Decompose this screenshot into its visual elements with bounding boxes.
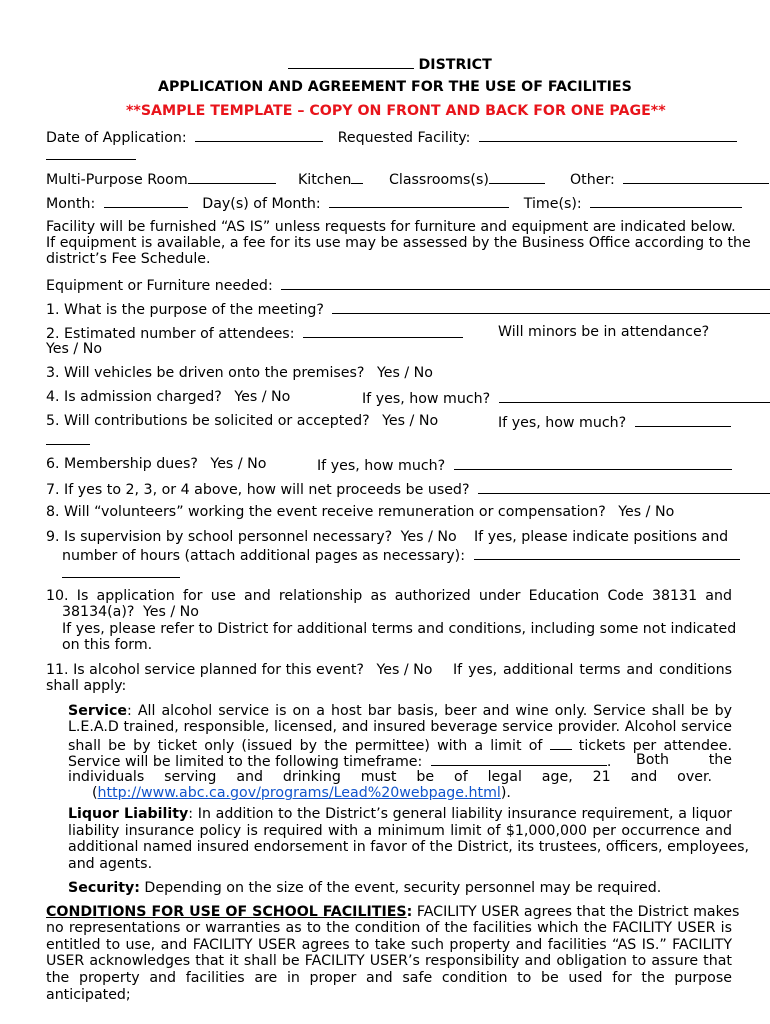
service-link-open-paren: ( (92, 785, 98, 801)
question-6-label: 6. Membership dues? (46, 456, 198, 472)
kitchen-option[interactable] (298, 170, 363, 189)
requested-facility-label: Requested Facility: (337, 130, 471, 146)
days-of-month-field[interactable] (329, 194, 509, 208)
district-heading (288, 55, 492, 74)
question-4-amount-field[interactable] (499, 389, 770, 403)
month-label: Month: (46, 196, 96, 212)
question-10-code-label: 38134(a)? (62, 604, 135, 620)
question-9-hours (62, 546, 740, 565)
service-line2: L.E.A.D trained, responsible, licensed, and insured beverage service provider. Alcohol service (68, 719, 732, 735)
question-2 (46, 324, 463, 343)
service-link-line (92, 785, 511, 802)
liquor-text-1: : In addition to the District’s general liability insurance requirement, a liquor (188, 806, 732, 822)
question-2-label: 2. Estimated number of attendees: (46, 326, 295, 342)
question-8-label: 8. Will “volunteers” working the event receive remuneration or compensation? (46, 504, 606, 520)
times-field[interactable] (590, 194, 742, 208)
question-7-field[interactable] (478, 480, 770, 494)
equipment-label: Equipment or Furniture needed: (46, 278, 273, 294)
conditions-line3: entitled to use, and FACILITY USER agrees to take such property and facilities “AS IS.” FACILITY (46, 937, 732, 953)
ticket-limit-field[interactable] (550, 736, 572, 750)
security-line (68, 880, 661, 897)
furnished-line3: district’s Fee Schedule. (46, 251, 211, 267)
question-5-amount (498, 413, 731, 432)
question-6-amount-field[interactable] (454, 456, 732, 470)
question-6-yes-no[interactable]: Yes / No (210, 456, 267, 472)
question-3-label: 3. Will vehicles be driven onto the premises? (46, 365, 365, 381)
question-9-positions-label: If yes, please indicate positions and (474, 529, 729, 545)
requested-facility-field[interactable] (479, 128, 737, 142)
question-5-yes-no[interactable]: Yes / No (382, 413, 439, 429)
question-8-yes-no[interactable]: Yes / No (618, 504, 675, 520)
question-11-yes-no[interactable]: Yes / No (376, 662, 433, 678)
days-of-month-label: Day(s) of Month: (202, 196, 321, 212)
date-of-application-label: Date of Application: (46, 130, 187, 146)
service-ticket-text-2: tickets per attendee. (578, 738, 732, 754)
multi-purpose-room-label: Multi-Purpose Room (46, 172, 188, 188)
question-9-yes-no[interactable]: Yes / No (400, 529, 457, 545)
question-4-amount (362, 389, 770, 408)
service-line4 (68, 752, 611, 771)
question-6 (46, 456, 266, 473)
sample-note: **SAMPLE TEMPLATE – COPY ON FRONT AND BACK FOR ONE PAGE** (126, 103, 666, 119)
question-1-label: 1. What is the purpose of the meeting? (46, 302, 324, 318)
furnished-line1: Facility will be furnished “AS IS” unless requests for furniture and equipment are indicated below. (46, 219, 736, 235)
question-5-amount-field[interactable] (635, 413, 731, 427)
question-4-amount-label: If yes, how much? (362, 391, 491, 407)
district-name-blank[interactable] (288, 55, 414, 69)
abc-lead-link[interactable]: http://www.abc.ca.gov/programs/Lead%20webpage.html (97, 785, 501, 801)
question-10-line1: 10. Is application for use and relationship as authorized under Education Code 38131 and (46, 588, 732, 604)
question-7 (46, 480, 770, 499)
attendees-field[interactable] (303, 324, 463, 338)
form-title: APPLICATION AND AGREEMENT FOR THE USE OF FACILITIES (158, 79, 632, 95)
question-3 (46, 365, 433, 382)
date-row (46, 128, 737, 147)
question-1 (46, 300, 770, 319)
question-4-yes-no[interactable]: Yes / No (234, 389, 291, 405)
question-8 (46, 504, 674, 521)
question-11-shall-apply: shall apply: (46, 678, 127, 694)
requested-facility-field-cont[interactable] (46, 146, 136, 165)
question-9-hours-field-cont[interactable] (62, 564, 180, 583)
conditions-line1 (46, 904, 740, 921)
liquor-line3: additional named insured endorsement in favor of the District, its trustees, officers, employees, (68, 839, 749, 855)
question-9-hours-label: number of hours (attach additional pages as necessary): (62, 548, 465, 564)
service-text-1: : All alcohol service is on a host bar basis, beer and wine only. Service shall be by (126, 703, 732, 719)
date-of-application-field[interactable] (195, 128, 323, 142)
liquor-line1 (68, 806, 732, 823)
other-option[interactable] (570, 170, 769, 189)
question-11-label: 11. Is alcohol service planned for this event? (46, 662, 364, 678)
question-4 (46, 389, 290, 406)
question-7-label: 7. If yes to 2, 3, or 4 above, how will net proceeds be used? (46, 482, 470, 498)
conditions-colon: : (406, 904, 413, 920)
service-label: Service (68, 703, 127, 719)
classrooms-option[interactable] (389, 170, 545, 189)
kitchen-label: Kitchen (298, 172, 352, 188)
service-timeframe-field[interactable] (431, 752, 607, 766)
conditions-line4: USER acknowledges that it shall be FACILITY USER’s responsibility and obligation to assure that (46, 953, 732, 969)
minors-label: Will minors be in attendance? (498, 324, 710, 340)
minors-yes-no[interactable]: Yes / No (46, 341, 102, 357)
question-6-amount-label: If yes, how much? (317, 458, 446, 474)
question-9-hours-field[interactable] (474, 546, 740, 560)
furnished-line2: If equipment is available, a fee for its use may be assessed by the Business Office according to the (46, 235, 751, 251)
question-1-field[interactable] (332, 300, 770, 314)
question-5-amount-field-cont[interactable] (46, 431, 90, 450)
service-both-the: Both the (636, 752, 732, 768)
conditions-line2: no representations or warranties as to the condition of the facilities which the FACILITY USER is (46, 920, 732, 936)
service-line1 (68, 703, 732, 720)
service-ticket-text: shall be by ticket only (issued by the permittee) with a limit of (68, 738, 543, 754)
conditions-heading: CONDITIONS FOR USE OF SCHOOL FACILITIES (46, 904, 407, 920)
question-11 (46, 662, 432, 679)
multi-purpose-room-option[interactable] (46, 170, 276, 189)
service-timeframe-label: Service will be limited to the following timeframe: (68, 754, 423, 770)
security-label: Security: (68, 880, 140, 896)
other-label: Other: (570, 172, 615, 188)
equipment-row (46, 276, 770, 295)
liquor-liability-label: Liquor Liability (68, 806, 189, 822)
service-link-close-paren: ). (500, 785, 511, 801)
security-text: Depending on the size of the event, security personnel may be required. (139, 880, 662, 896)
question-5 (46, 413, 438, 430)
schedule-row (46, 194, 742, 213)
classrooms-label: Classrooms(s) (389, 172, 489, 188)
question-10-line3: If yes, please refer to District for additional terms and conditions, including some not indicated (62, 621, 737, 637)
question-10-line2 (62, 604, 199, 621)
question-6-amount (317, 456, 732, 475)
conditions-line5: the property and facilities are in proper and safe condition to be used for the purpose anticipated; (46, 970, 732, 1003)
question-5-amount-label: If yes, how much? (498, 415, 627, 431)
district-label: DISTRICT (418, 57, 492, 73)
question-5-label: 5. Will contributions be solicited or accepted? (46, 413, 370, 429)
liquor-line4: and agents. (68, 856, 153, 872)
question-11-conditions: If yes, additional terms and conditions (453, 662, 732, 678)
question-9 (46, 529, 457, 546)
liquor-line2: liability insurance policy is required with a minimum limit of $1,000,000 per occurrence and (68, 823, 732, 839)
service-timeframe-period: . (606, 754, 612, 770)
month-field[interactable] (104, 194, 188, 208)
question-3-yes-no[interactable]: Yes / No (376, 365, 433, 381)
question-4-label: 4. Is admission charged? (46, 389, 222, 405)
times-label: Time(s): (523, 196, 582, 212)
question-10-yes-no[interactable]: Yes / No (142, 604, 199, 620)
conditions-text-1: FACILITY USER agrees that the District makes (412, 904, 740, 920)
question-10-line4: on this form. (62, 637, 153, 653)
question-9-label: 9. Is supervision by school personnel necessary? (46, 529, 393, 545)
equipment-field[interactable] (281, 276, 770, 290)
service-line5: individuals serving and drinking must be of legal age, 21 and over. (68, 769, 712, 785)
